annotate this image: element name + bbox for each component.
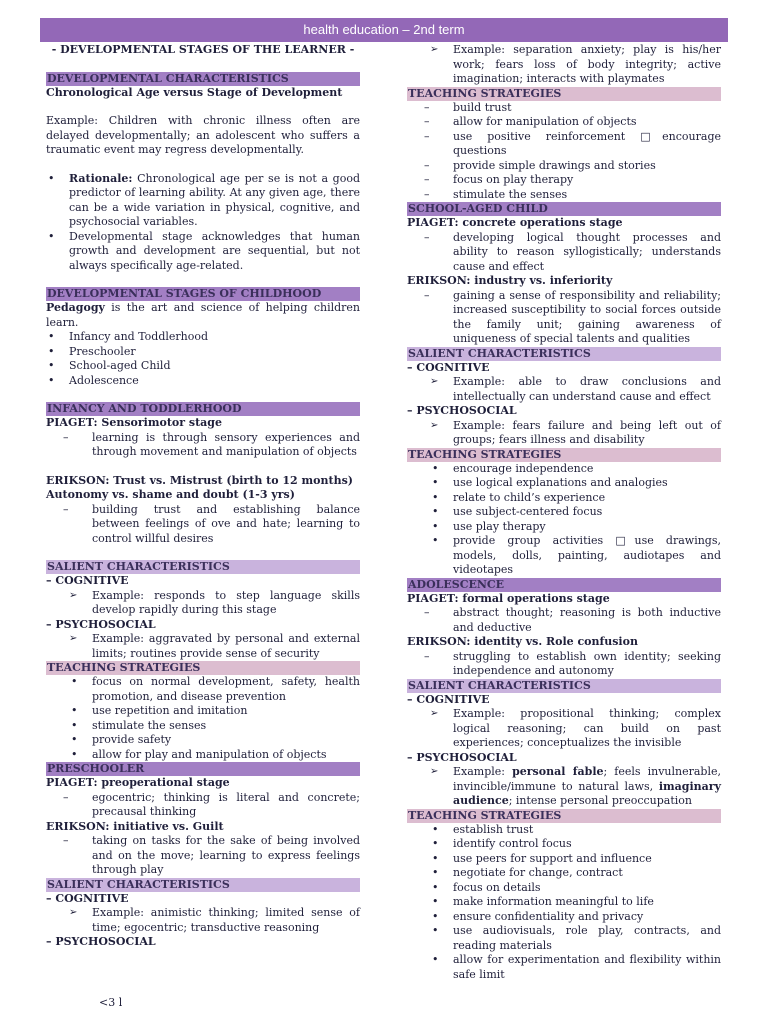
cognitive-label: – COGNITIVE xyxy=(407,360,490,374)
imaginary-audience-term: imaginary audience xyxy=(453,779,721,807)
piaget-list xyxy=(46,791,360,820)
list-item-text: Example: separation anxiety; play is his/her work; fears loss of body integrity; active imagination; interacts with playmates xyxy=(453,43,721,85)
list-item-text: focus on normal development, safety, health promotion, and disease prevention xyxy=(92,675,360,703)
dash-icon: – xyxy=(424,129,430,143)
bullet-icon: • xyxy=(71,718,78,732)
dash-icon: – xyxy=(63,790,69,804)
list-item xyxy=(407,650,721,679)
list-item-text: encourage independence xyxy=(453,461,594,475)
pedagogy-definition xyxy=(46,301,360,330)
dash-icon: – xyxy=(424,187,430,201)
page-header-title: health education – 2nd term xyxy=(303,22,465,37)
dash-icon: – xyxy=(424,288,430,302)
cognitive-list xyxy=(407,707,721,751)
bullet-icon: • xyxy=(432,505,439,518)
list-item xyxy=(407,462,721,477)
arrow-bullet-icon: ➢ xyxy=(430,766,439,777)
dash-icon: – xyxy=(424,158,430,172)
list-item-text: use logical explanations and analogies xyxy=(453,476,668,489)
dash-icon: – xyxy=(424,230,430,244)
arrow-bullet-icon: ➢ xyxy=(430,708,439,719)
section-header-salient: SALIENT CHARACTERISTICS xyxy=(46,560,360,574)
list-item xyxy=(46,719,360,734)
list-item xyxy=(407,606,721,635)
list-item-text: allow for play and manipulation of objects xyxy=(92,747,327,761)
list-item-text: use peers for support and influence xyxy=(453,851,652,865)
cognitive-label: – COGNITIVE xyxy=(407,692,490,706)
dash-icon: – xyxy=(63,430,69,444)
bullet-icon: • xyxy=(432,519,439,533)
example-middle: ; feels invulnerable, invincible/immune to natural laws, xyxy=(453,765,721,793)
list-item xyxy=(407,534,721,578)
psychosocial-list xyxy=(46,632,360,661)
arrow-bullet-icon: ➢ xyxy=(69,907,78,918)
list-item xyxy=(46,230,360,274)
stage-name: Adolescence xyxy=(69,373,139,387)
bullet-icon: • xyxy=(48,359,55,372)
arrow-bullet-icon: ➢ xyxy=(430,419,439,431)
section-header-salient: SALIENT CHARACTERISTICS xyxy=(407,347,721,361)
stage-name: School-aged Child xyxy=(69,359,171,372)
erikson-heading: ERIKSON: identity vs. Role confusion xyxy=(407,635,638,648)
piaget-list xyxy=(407,231,721,275)
list-item xyxy=(407,173,721,188)
list-item-text: developing logical thought processes and ability to reason syllogistically; understands cause and effect xyxy=(453,230,721,273)
section-header-teaching: TEACHING STRATEGIES xyxy=(46,661,360,675)
teaching-list xyxy=(407,101,721,203)
list-item xyxy=(46,791,360,820)
piaget-heading: PIAGET: Sensorimotor stage xyxy=(46,416,222,429)
list-item xyxy=(407,188,721,203)
section-header-teaching: TEACHING STRATEGIES xyxy=(407,87,721,101)
arrow-bullet-icon: ➢ xyxy=(430,376,439,387)
list-item-text: Example: propositional thinking; complex logical reasoning; can build on past experiences; conceptualizes the invisible xyxy=(453,707,721,749)
example-prefix: Example: xyxy=(453,765,513,778)
cognitive-list xyxy=(407,375,721,404)
bullet-icon: • xyxy=(432,880,439,894)
dash-icon: – xyxy=(424,115,430,128)
psychosocial-label: – PSYCHOSOCIAL xyxy=(46,935,156,948)
arrow-bullet-icon: ➢ xyxy=(69,633,78,644)
list-item-text: gaining a sense of responsibility and reliability; increased susceptibility to social forces outside the family unit; gaining awareness of uniqueness of special talents and qualities xyxy=(453,288,721,345)
list-item xyxy=(46,359,360,374)
list-item xyxy=(407,419,721,448)
page-header-bar xyxy=(40,18,728,42)
list-item xyxy=(407,520,721,535)
psychosocial-label: – PSYCHOSOCIAL xyxy=(407,404,517,417)
arrow-bullet-icon: ➢ xyxy=(430,44,439,55)
bullet-icon: • xyxy=(432,837,439,850)
left-column xyxy=(46,43,360,950)
list-item-text: taking on tasks for the sake of being involved and on the move; learning to express feelings through play xyxy=(92,834,360,876)
list-item-text: struggling to establish own identity; seeking independence and autonomy xyxy=(453,649,721,677)
section-header-teaching: TEACHING STRATEGIES xyxy=(407,448,721,462)
stage-name: Preschooler xyxy=(69,344,136,358)
list-item-text: building trust and establishing balance between feelings of ove and hate; learning to control willful desires xyxy=(92,502,360,545)
erikson-heading: ERIKSON: initiative vs. Guilt xyxy=(46,819,224,833)
teaching-list xyxy=(407,462,721,578)
list-item-text: negotiate for change, contract xyxy=(453,866,623,879)
list-item xyxy=(407,895,721,910)
list-item-text: Example: aggravated by personal and external limits; routines provide sense of security xyxy=(92,632,360,660)
cognitive-list xyxy=(46,906,360,935)
bullet-icon: • xyxy=(432,490,439,504)
erikson-list xyxy=(407,650,721,679)
list-item xyxy=(407,910,721,925)
list-item-text: Example: animistic thinking; limited sense of time; egocentric; transductive reasoning xyxy=(92,906,360,934)
list-item xyxy=(407,866,721,881)
psychosocial-list xyxy=(407,765,721,809)
section-header-school-aged: SCHOOL-AGED CHILD xyxy=(407,202,721,216)
list-item xyxy=(46,330,360,345)
erikson-list xyxy=(46,503,360,547)
rationale-text: Chronological age per se is not a good predictor of learning ability. At any given age, there can be a wide variation in physical, cognitive, and psychosocial variables. xyxy=(69,171,360,228)
piaget-list xyxy=(46,431,360,460)
psychosocial-label: – PSYCHOSOCIAL xyxy=(407,750,517,764)
pedagogy-label: Pedagogy xyxy=(46,301,105,314)
list-item xyxy=(46,632,360,661)
section-header-teaching: TEACHING STRATEGIES xyxy=(407,809,721,823)
list-item xyxy=(46,675,360,704)
piaget-list xyxy=(407,606,721,635)
erikson-list xyxy=(407,289,721,347)
section-header-infancy: INFANCY AND TODDLERHOOD xyxy=(46,402,360,416)
section-header-salient: SALIENT CHARACTERISTICS xyxy=(46,878,360,892)
rationale-label: Rationale: xyxy=(69,171,133,185)
list-item xyxy=(407,101,721,116)
list-item xyxy=(407,43,721,87)
bullet-icon: • xyxy=(432,909,439,923)
list-item xyxy=(407,505,721,520)
dash-icon: – xyxy=(424,649,430,663)
list-item-text: relate to child’s experience xyxy=(453,490,606,504)
list-item xyxy=(407,130,721,159)
list-item xyxy=(46,345,360,360)
section-header-adolescence: ADOLESCENCE xyxy=(407,578,721,592)
bullet-icon: • xyxy=(48,171,55,185)
erikson-heading-2: Autonomy vs. shame and doubt (1-3 yrs) xyxy=(46,488,295,501)
list-item-text: Example: able to draw conclusions and intellectually can understand cause and effect xyxy=(453,375,721,403)
rationale-list xyxy=(46,172,360,274)
cognitive-label: – COGNITIVE xyxy=(46,574,129,587)
section-header-preschooler: PRESCHOOLER xyxy=(46,762,360,776)
list-item xyxy=(407,924,721,953)
dash-icon: – xyxy=(63,834,69,847)
dash-icon: – xyxy=(424,606,430,619)
personal-fable-term: personal fable xyxy=(512,765,604,778)
bullet-icon: • xyxy=(432,953,439,966)
list-item xyxy=(407,765,721,809)
subheading-chronological-age: Chronological Age versus Stage of Development xyxy=(46,85,343,99)
bullet-icon: • xyxy=(432,476,439,489)
list-item xyxy=(407,837,721,852)
pedagogy-text: is the art and science of helping children learn. xyxy=(46,301,360,329)
bullet-icon: • xyxy=(71,747,78,761)
list-item xyxy=(407,231,721,275)
list-item xyxy=(46,589,360,618)
section-header-developmental-stages: DEVELOPMENTAL STAGES OF CHILDHOOD xyxy=(46,287,360,301)
bullet-icon: • xyxy=(71,733,78,746)
list-item xyxy=(46,733,360,748)
list-item xyxy=(407,953,721,982)
bullet-icon: • xyxy=(432,851,439,865)
list-item-text: stimulate the senses xyxy=(453,187,568,201)
bullet-icon: • xyxy=(48,229,55,243)
list-item xyxy=(46,906,360,935)
section-header-developmental-characteristics: DEVELOPMENTAL CHARACTERISTICS xyxy=(46,72,360,86)
piaget-heading: PIAGET: concrete operations stage xyxy=(407,216,623,229)
erikson-heading: ERIKSON: industry vs. inferiority xyxy=(407,274,613,287)
arrow-bullet-icon: ➢ xyxy=(69,589,78,601)
list-item-text: egocentric; thinking is literal and concrete; precausal thinking xyxy=(92,790,360,818)
list-item xyxy=(407,852,721,867)
dash-icon: – xyxy=(424,100,430,114)
bullet-icon: • xyxy=(432,866,439,879)
piaget-heading: PIAGET: preoperational stage xyxy=(46,776,230,789)
list-item-text: identify control focus xyxy=(453,837,572,850)
list-item xyxy=(46,704,360,719)
list-item xyxy=(407,159,721,174)
list-item xyxy=(46,172,360,230)
list-item-text: provide simple drawings and stories xyxy=(453,158,656,172)
list-item-text: abstract thought; reasoning is both inductive and deductive xyxy=(453,606,721,634)
right-column xyxy=(407,43,721,982)
bullet-icon: • xyxy=(432,534,439,547)
list-item xyxy=(46,503,360,547)
list-item xyxy=(46,748,360,763)
list-item-text: use subject-centered focus xyxy=(453,505,603,518)
list-item-text: learning is through sensory experiences and through movement and manipulation of objects xyxy=(92,430,360,458)
list-item xyxy=(407,491,721,506)
bullet-icon: • xyxy=(48,373,55,387)
list-item-text: ensure confidentiality and privacy xyxy=(453,909,644,923)
preschooler-psychosocial-list xyxy=(407,43,721,87)
bullet-icon: • xyxy=(432,822,439,836)
list-item xyxy=(407,707,721,751)
list-item xyxy=(46,834,360,878)
piaget-heading: PIAGET: formal operations stage xyxy=(407,591,610,605)
list-item-text: Example: fears failure and being left out of groups; fears illness and disability xyxy=(453,418,721,446)
document-title: - DEVELOPMENTAL STAGES OF THE LEARNER - xyxy=(51,43,355,56)
bullet-icon: • xyxy=(48,344,55,358)
list-item xyxy=(407,823,721,838)
list-item xyxy=(407,289,721,347)
list-item-text: build trust xyxy=(453,100,512,114)
bullet-icon: • xyxy=(71,704,78,717)
list-item-text: make information meaningful to life xyxy=(453,895,654,908)
list-item xyxy=(46,374,360,389)
stage-name: Infancy and Toddlerhood xyxy=(69,330,209,343)
dash-icon: – xyxy=(63,502,69,516)
list-item-text: allow for experimentation and flexibility within safe limit xyxy=(453,953,721,981)
list-item-text: focus on play therapy xyxy=(453,173,574,186)
section-header-salient: SALIENT CHARACTERISTICS xyxy=(407,679,721,693)
list-item-text: provide safety xyxy=(92,733,172,746)
list-item-text: stimulate the senses xyxy=(92,718,207,732)
list-item-text: use repetition and imitation xyxy=(92,704,248,717)
stages-list xyxy=(46,330,360,388)
list-item-text: establish trust xyxy=(453,822,534,836)
list-item-text: Example: responds to step language skills develop rapidly during this stage xyxy=(92,588,360,616)
bullet-icon: • xyxy=(71,675,78,688)
psychosocial-label: – PSYCHOSOCIAL xyxy=(46,617,156,631)
list-item-text: use play therapy xyxy=(453,519,546,533)
list-item xyxy=(407,375,721,404)
developmental-stage-note: Developmental stage acknowledges that human growth and development are sequential, but not always specifically age-related. xyxy=(69,229,360,272)
bullet-icon: • xyxy=(432,895,439,908)
bullet-icon: • xyxy=(432,461,439,475)
list-item-text: allow for manipulation of objects xyxy=(453,115,637,128)
example-paragraph: Example: Children with chronic illness often are delayed developmentally; an adolescent who suffers a traumatic event may regress developmentally. xyxy=(46,114,360,156)
list-item-text: use positive reinforcement □encourage questions xyxy=(453,129,721,157)
erikson-list xyxy=(46,834,360,878)
list-item-text: focus on details xyxy=(453,880,541,894)
cognitive-list xyxy=(46,589,360,618)
list-item xyxy=(46,431,360,460)
list-item-text: provide group activities □use drawings, models, dolls, painting, audiotapes and videotapes xyxy=(453,534,721,576)
list-item xyxy=(407,476,721,491)
list-item xyxy=(407,115,721,130)
list-item-text: use audiovisuals, role play, contracts, and reading materials xyxy=(453,924,721,952)
psychosocial-list xyxy=(407,419,721,448)
bullet-icon: • xyxy=(48,330,55,343)
bullet-icon: • xyxy=(432,924,439,937)
dash-icon: – xyxy=(424,173,430,186)
teaching-list xyxy=(46,675,360,762)
erikson-heading: ERIKSON: Trust vs. Mistrust (birth to 12 months) xyxy=(46,473,353,487)
cognitive-label: – COGNITIVE xyxy=(46,891,129,905)
teaching-list xyxy=(407,823,721,983)
list-item xyxy=(407,881,721,896)
page-footer: <3 l xyxy=(99,996,123,1009)
example-end: ; intense personal preoccupation xyxy=(508,794,692,807)
